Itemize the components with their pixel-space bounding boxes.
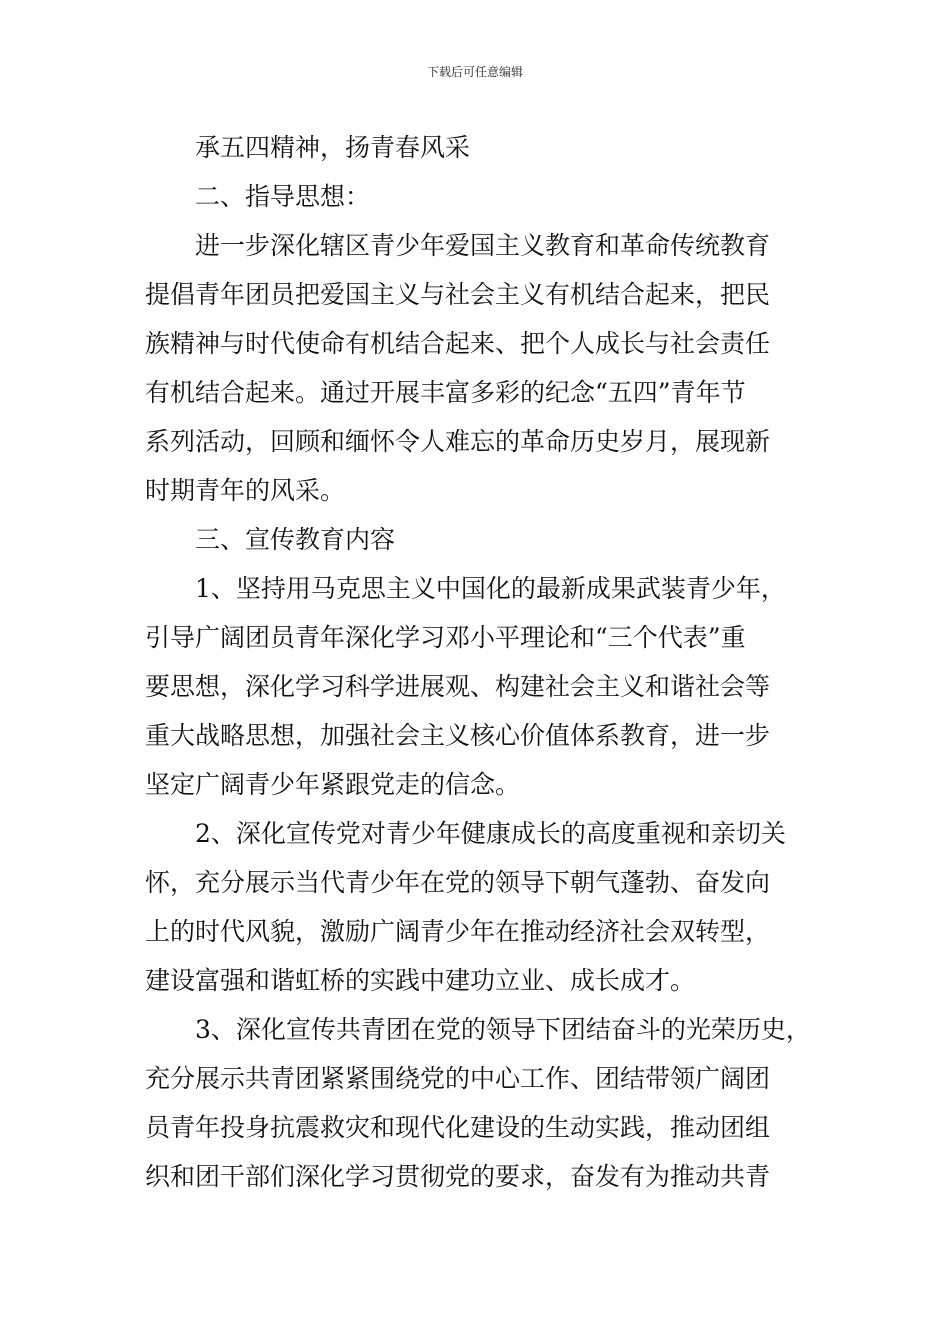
text-line: 员青年投身抗震救灾和现代化建设的生动实践，推动团组 <box>145 1113 771 1142</box>
text-line: 有机结合起来。通过开展丰富多彩的纪念“五四”青年节 <box>145 378 746 407</box>
text-line: 坚定广阔青少年紧跟党走的信念。 <box>145 770 521 799</box>
text-line: 族精神与时代使命有机结合起来、把个人成长与社会责任 <box>145 329 771 358</box>
text-line: 怀，充分展示当代青少年在党的领导下朝气蓬勃、奋发向 <box>145 868 771 897</box>
text-line: 1、坚持用马克思主义中国化的最新成果武装青少年， <box>195 574 786 603</box>
text-line: 系列活动，回顾和缅怀令人难忘的革命历史岁月，展现新 <box>145 427 771 456</box>
text-line: 织和团干部们深化学习贯彻党的要求，奋发有为推动共青 <box>145 1162 771 1191</box>
text-line: 要思想，深化学习科学进展观、构建社会主义和谐社会等 <box>145 672 771 701</box>
text-line: 2、深化宣传党对青少年健康成长的高度重视和亲切关 <box>195 819 786 848</box>
text-line: 提倡青年团员把爱国主义与社会主义有机结合起来，把民 <box>145 280 771 309</box>
document-body <box>145 123 810 1201</box>
text-line: 上的时代风貌，激励广阔青少年在推动经济社会双转型， <box>145 917 771 946</box>
text-line: 引导广阔团员青年深化学习邓小平理论和“三个代表”重 <box>145 623 746 652</box>
section-heading: 二、指导思想： <box>195 182 371 211</box>
text-line: 充分展示共青团紧紧围绕党的中心工作、团结带领广阔团 <box>145 1064 771 1093</box>
text-line: 时期青年的风采。 <box>145 476 346 505</box>
text-line: 承五四精神，扬青春风采 <box>195 133 471 162</box>
text-line: 3、深化宣传共青团在党的领导下团结奋斗的光荣历史， <box>195 1015 811 1044</box>
text-line: 建设富强和谐虹桥的实践中建功立业、成长成才。 <box>145 966 696 995</box>
text-line: 进一步深化辖区青少年爱国主义教育和革命传统教育 <box>195 231 771 260</box>
section-heading: 三、宣传教育内容 <box>195 525 396 554</box>
page-header: 下载后可任意编辑 <box>426 65 523 79</box>
text-line: 重大战略思想，加强社会主义核心价值体系教育，进一步 <box>145 721 771 750</box>
